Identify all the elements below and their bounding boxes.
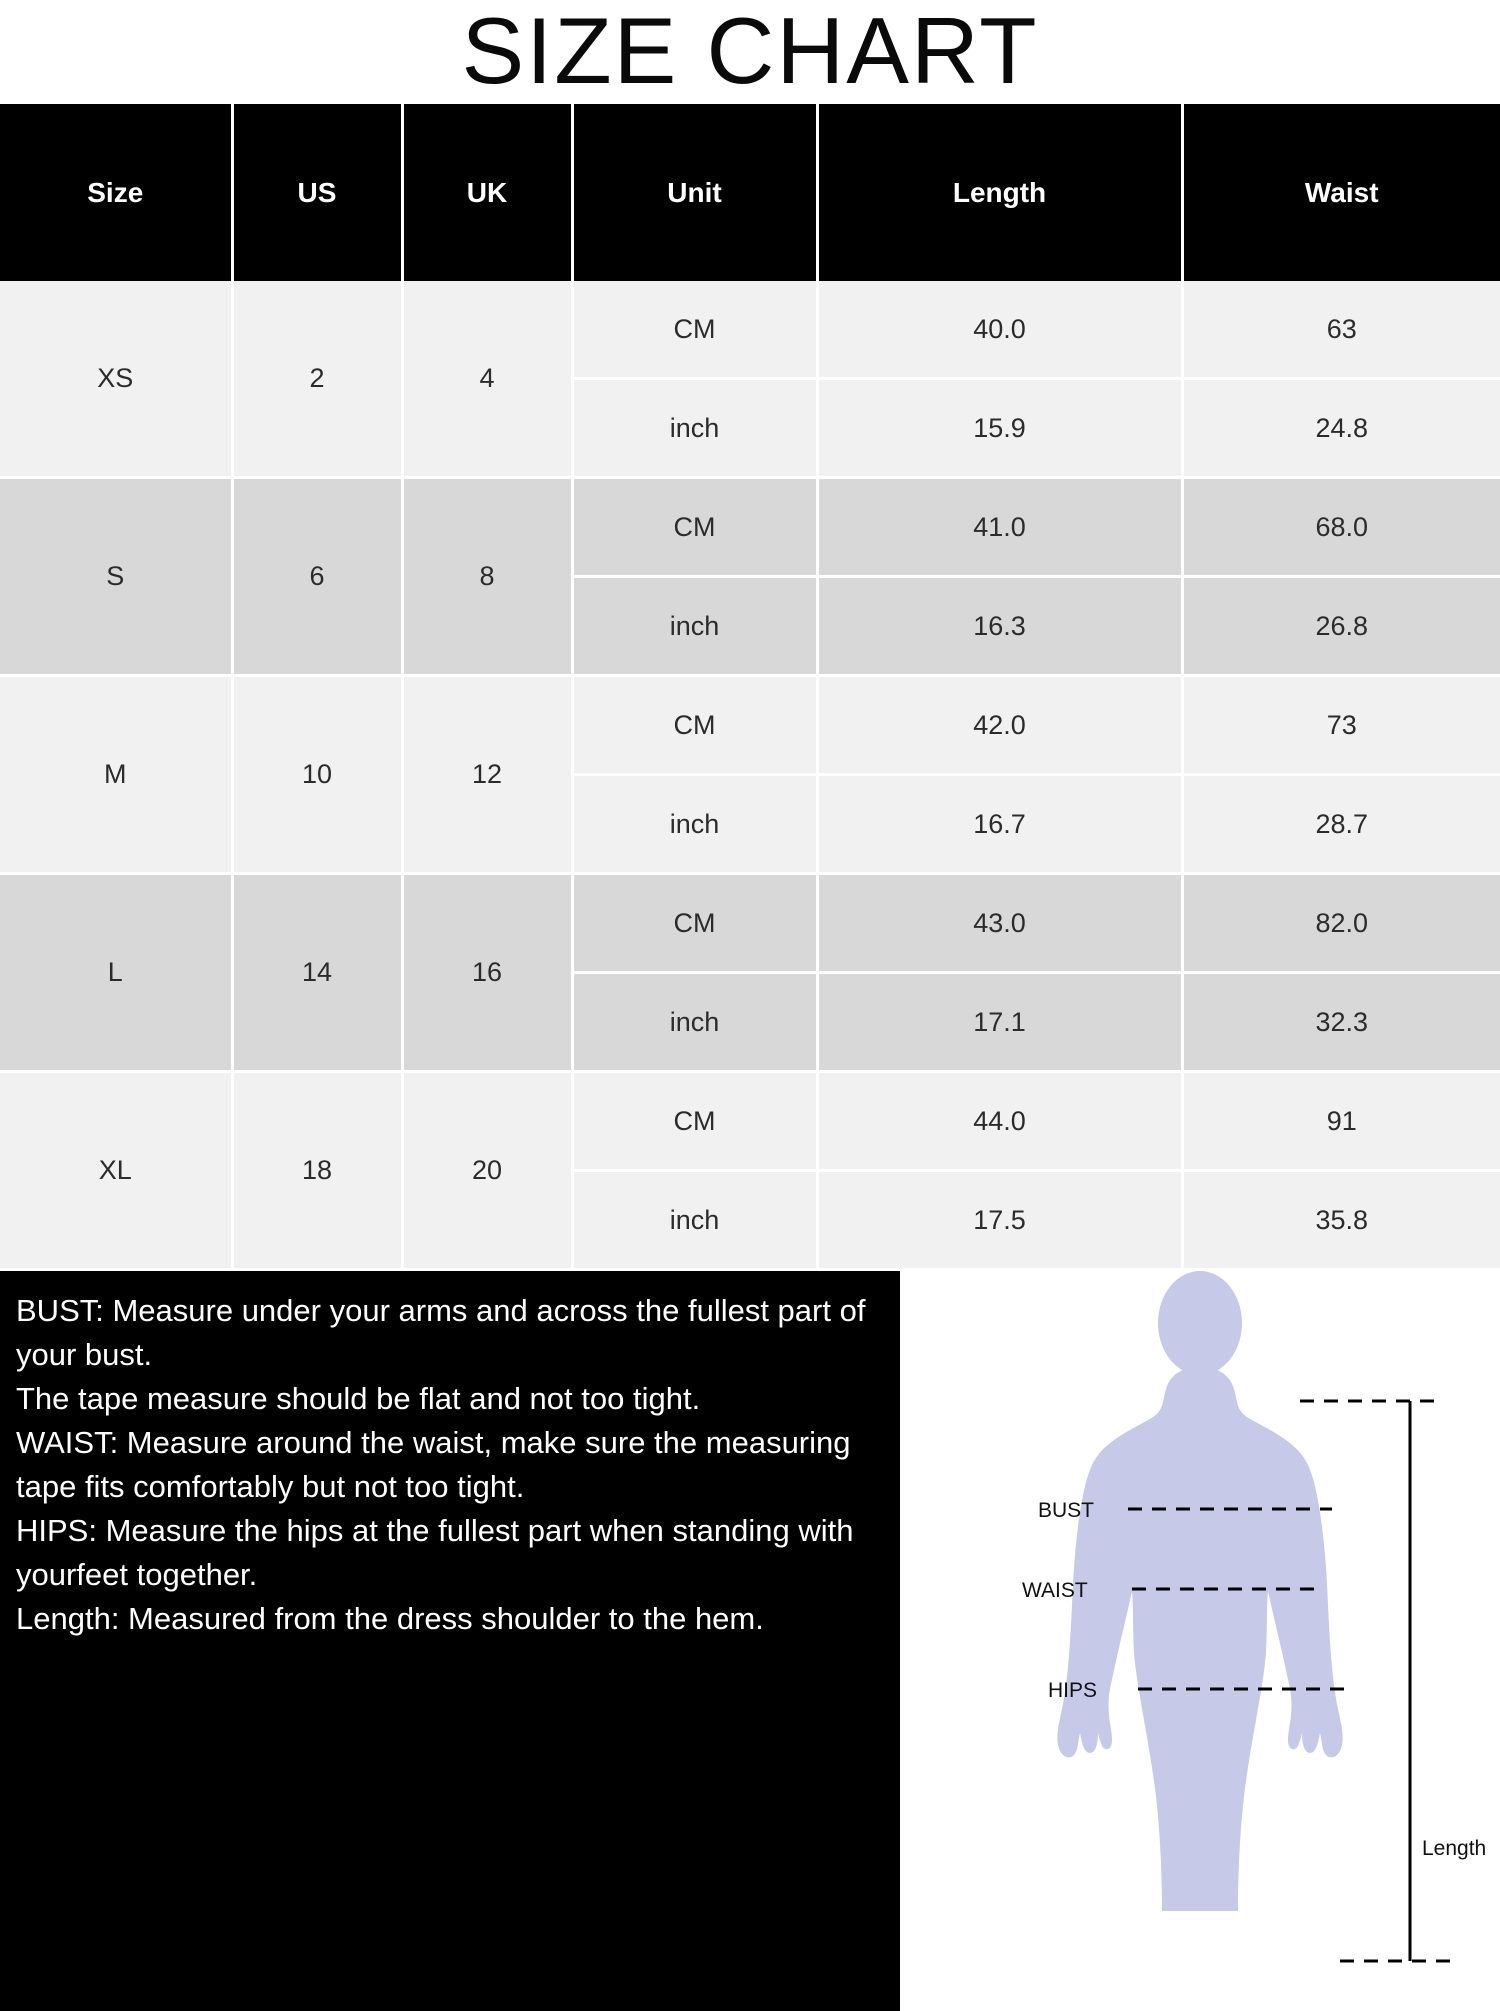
cell-waist: 82.0	[1182, 874, 1500, 973]
body-measurement-figure	[900, 1271, 1500, 2011]
size-chart-table	[0, 104, 1500, 1271]
table-row	[0, 676, 1500, 775]
note-waist: WAIST: Measure around the waist, make sure the measuring tape fits comfortably but not too tight.	[16, 1425, 851, 1505]
cell-waist: 24.8	[1182, 379, 1500, 478]
cell-us: 18	[232, 1072, 402, 1270]
cell-waist: 35.8	[1182, 1171, 1500, 1270]
cell-us: 14	[232, 874, 402, 1072]
cell-length: 42.0	[817, 676, 1182, 775]
table-header	[0, 104, 1500, 281]
cell-size: S	[0, 478, 232, 676]
cell-uk: 4	[402, 281, 572, 478]
table-row	[0, 874, 1500, 973]
cell-unit: CM	[572, 478, 817, 577]
cell-us: 6	[232, 478, 402, 676]
cell-waist: 63	[1182, 281, 1500, 379]
column-header-unit: Unit	[572, 104, 817, 281]
table-row	[0, 281, 1500, 379]
cell-size: M	[0, 676, 232, 874]
note-hips: HIPS: Measure the hips at the fullest part when standing with yourfeet together.	[16, 1513, 854, 1593]
column-header-waist: Waist	[1182, 104, 1500, 281]
cell-length: 41.0	[817, 478, 1182, 577]
cell-length: 43.0	[817, 874, 1182, 973]
measurement-instructions	[0, 1271, 900, 2011]
cell-waist: 28.7	[1182, 775, 1500, 874]
page-title: SIZE CHART	[461, 0, 1039, 103]
bottom-section	[0, 1271, 1500, 2011]
cell-unit: CM	[572, 1072, 817, 1171]
cell-us: 2	[232, 281, 402, 478]
label-bust: BUST	[1038, 1499, 1095, 1522]
cell-size: L	[0, 874, 232, 1072]
table-body	[0, 281, 1500, 1270]
column-header-length: Length	[817, 104, 1182, 281]
cell-waist: 32.3	[1182, 973, 1500, 1072]
table-row	[0, 478, 1500, 577]
column-header-size: Size	[0, 104, 232, 281]
table-row	[0, 1072, 1500, 1171]
cell-waist: 26.8	[1182, 577, 1500, 676]
cell-length: 44.0	[817, 1072, 1182, 1171]
label-hips: HIPS	[1048, 1679, 1098, 1702]
cell-uk: 8	[402, 478, 572, 676]
cell-waist: 91	[1182, 1072, 1500, 1171]
cell-uk: 12	[402, 676, 572, 874]
table-header-row	[0, 104, 1500, 281]
cell-unit: inch	[572, 775, 817, 874]
cell-unit: inch	[572, 379, 817, 478]
column-header-uk: UK	[402, 104, 572, 281]
label-waist: WAIST	[1022, 1579, 1088, 1602]
female-silhouette-icon	[1057, 1271, 1342, 1911]
cell-uk: 16	[402, 874, 572, 1072]
cell-size: XL	[0, 1072, 232, 1270]
cell-unit: CM	[572, 281, 817, 379]
cell-unit: CM	[572, 874, 817, 973]
cell-length: 40.0	[817, 281, 1182, 379]
cell-unit: inch	[572, 973, 817, 1072]
cell-length: 16.3	[817, 577, 1182, 676]
cell-length: 17.5	[817, 1171, 1182, 1270]
cell-unit: inch	[572, 577, 817, 676]
cell-waist: 68.0	[1182, 478, 1500, 577]
note-length: Length: Measured from the dress shoulder to the hem.	[16, 1601, 764, 1637]
cell-length: 16.7	[817, 775, 1182, 874]
column-header-us: US	[232, 104, 402, 281]
label-length: Length	[1422, 1837, 1487, 1860]
cell-us: 10	[232, 676, 402, 874]
cell-unit: inch	[572, 1171, 817, 1270]
cell-length: 15.9	[817, 379, 1182, 478]
cell-length: 17.1	[817, 973, 1182, 1072]
note-bust: BUST: Measure under your arms and across the fullest part of your bust.	[16, 1293, 866, 1373]
note-tape: The tape measure should be flat and not too tight.	[16, 1381, 701, 1417]
cell-waist: 73	[1182, 676, 1500, 775]
cell-size: XS	[0, 281, 232, 478]
cell-uk: 20	[402, 1072, 572, 1270]
cell-unit: CM	[572, 676, 817, 775]
